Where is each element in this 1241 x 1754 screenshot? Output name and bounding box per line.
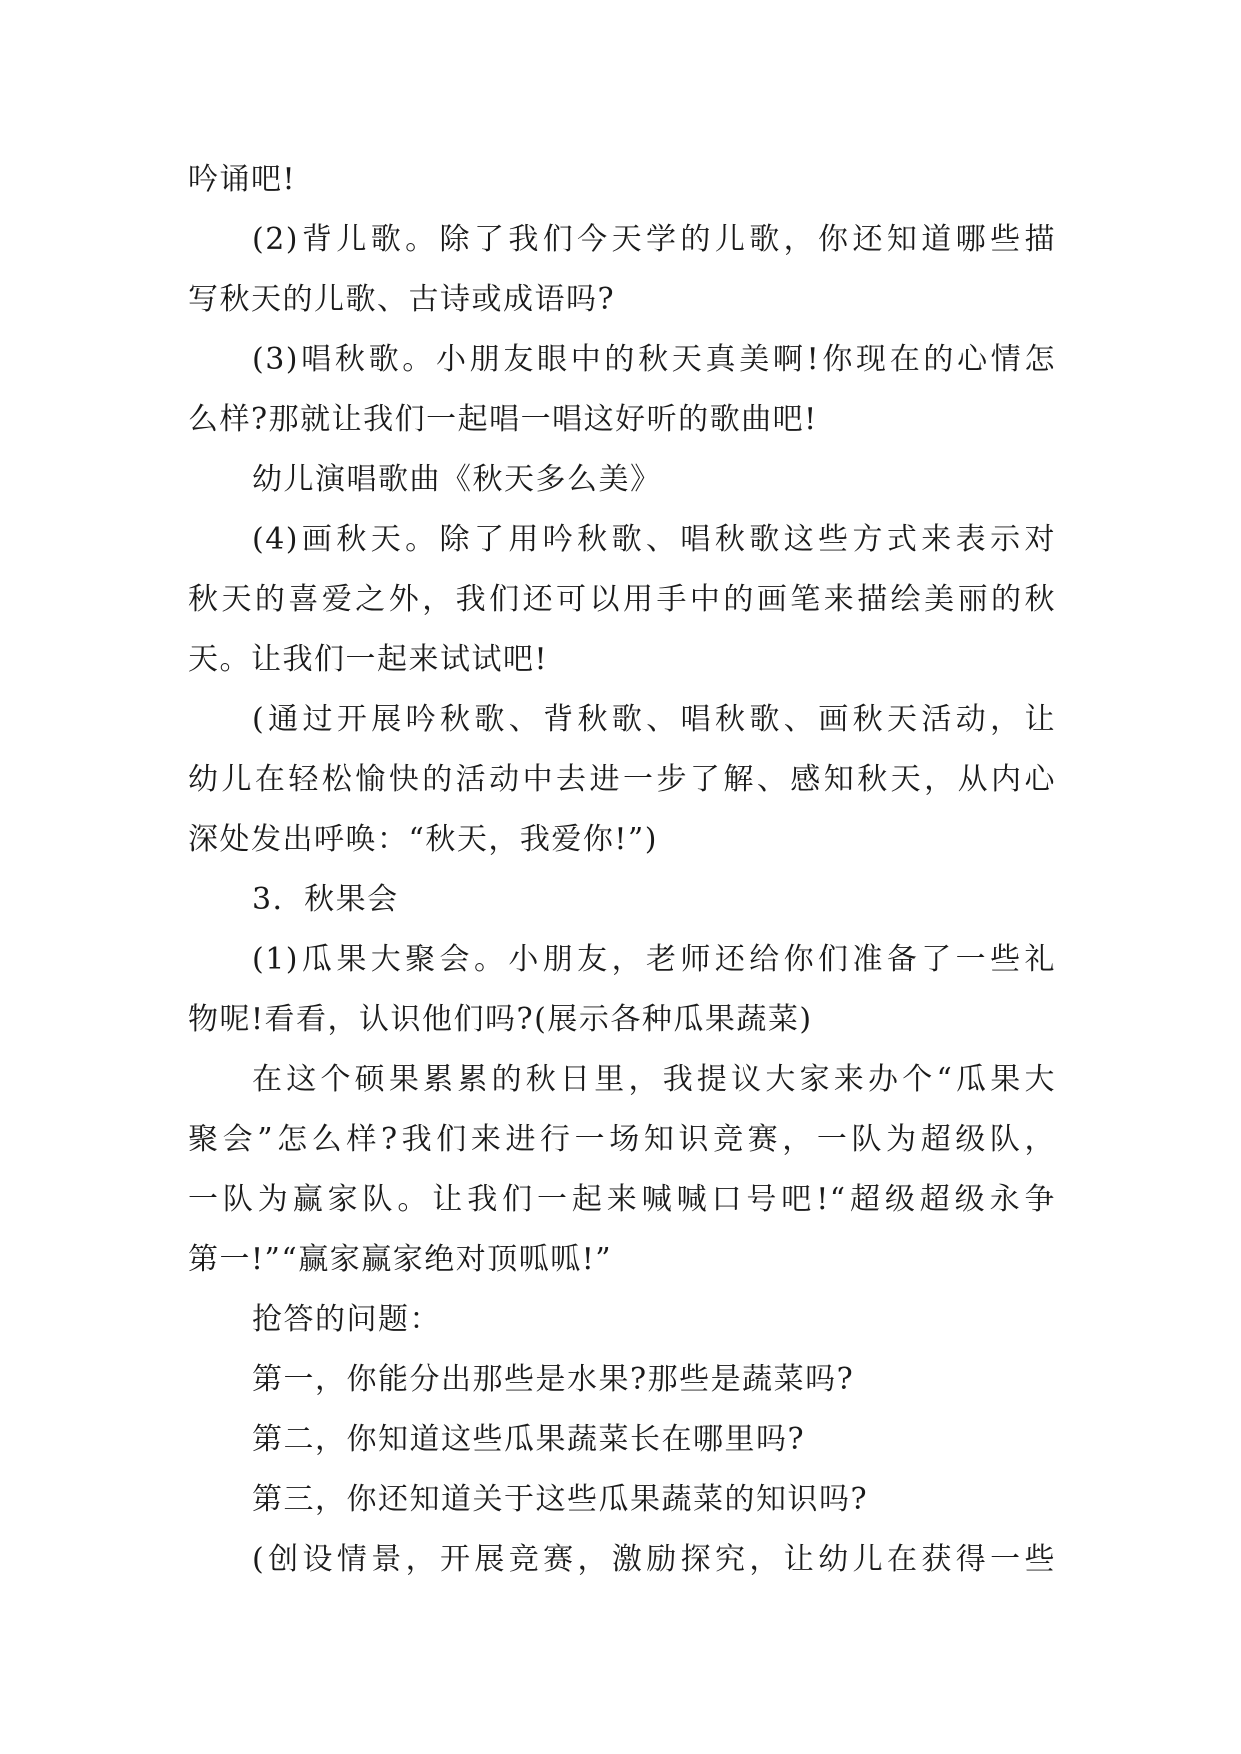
text-line: 物呢!看看，认识他们吗?(展示各种瓜果蔬菜) xyxy=(188,1002,813,1037)
text-line: 天。让我们一起来试试吧! xyxy=(188,642,549,677)
text-line: 幼儿演唱歌曲《秋天多么美》 xyxy=(252,462,662,497)
text-line: (4)画秋天。除了用吟秋歌、唱秋歌这些方式来表示对 xyxy=(252,522,1056,557)
text-line: 么样?那就让我们一起唱一唱这好听的歌曲吧! xyxy=(188,402,818,437)
text-line: 写秋天的儿歌、古诗或成语吗? xyxy=(188,282,616,317)
text-line: 幼儿在轻松愉快的活动中去进一步了解、感知秋天，从内心 xyxy=(188,762,1056,797)
text-line: (3)唱秋歌。小朋友眼中的秋天真美啊!你现在的心情怎 xyxy=(252,342,1056,377)
text-line: (1)瓜果大聚会。小朋友，老师还给你们准备了一些礼 xyxy=(252,942,1056,977)
text-line: 抢答的问题： xyxy=(252,1302,441,1337)
text-line: 聚会”怎么样?我们来进行一场知识竞赛，一队为超级队， xyxy=(188,1122,1056,1157)
text-line: 吟诵吧! xyxy=(188,162,297,197)
text-line: 第三，你还知道关于这些瓜果蔬菜的知识吗? xyxy=(252,1482,869,1517)
text-line: 秋天的喜爱之外，我们还可以用手中的画笔来描绘美丽的秋 xyxy=(188,582,1056,617)
text-line: (创设情景，开展竞赛，激励探究，让幼儿在获得一些 xyxy=(252,1542,1056,1577)
text-line: (2)背儿歌。除了我们今天学的儿歌，你还知道哪些描 xyxy=(252,222,1056,257)
section-heading: 3．秋果会 xyxy=(252,882,399,917)
text-line: 一队为赢家队。让我们一起来喊喊口号吧!“超级超级永争 xyxy=(188,1182,1056,1217)
text-line: (通过开展吟秋歌、背秋歌、唱秋歌、画秋天活动，让 xyxy=(252,702,1056,737)
document-body xyxy=(188,150,1056,1590)
text-line: 第二，你知道这些瓜果蔬菜长在哪里吗? xyxy=(252,1422,806,1457)
text-line: 第一，你能分出那些是水果?那些是蔬菜吗? xyxy=(252,1362,855,1397)
text-line: 第一!”“赢家赢家绝对顶呱呱!” xyxy=(188,1242,613,1277)
text-line: 在这个硕果累累的秋日里，我提议大家来办个“瓜果大 xyxy=(252,1062,1056,1097)
text-line: 深处发出呼唤：“秋天，我爱你!”) xyxy=(188,822,658,857)
